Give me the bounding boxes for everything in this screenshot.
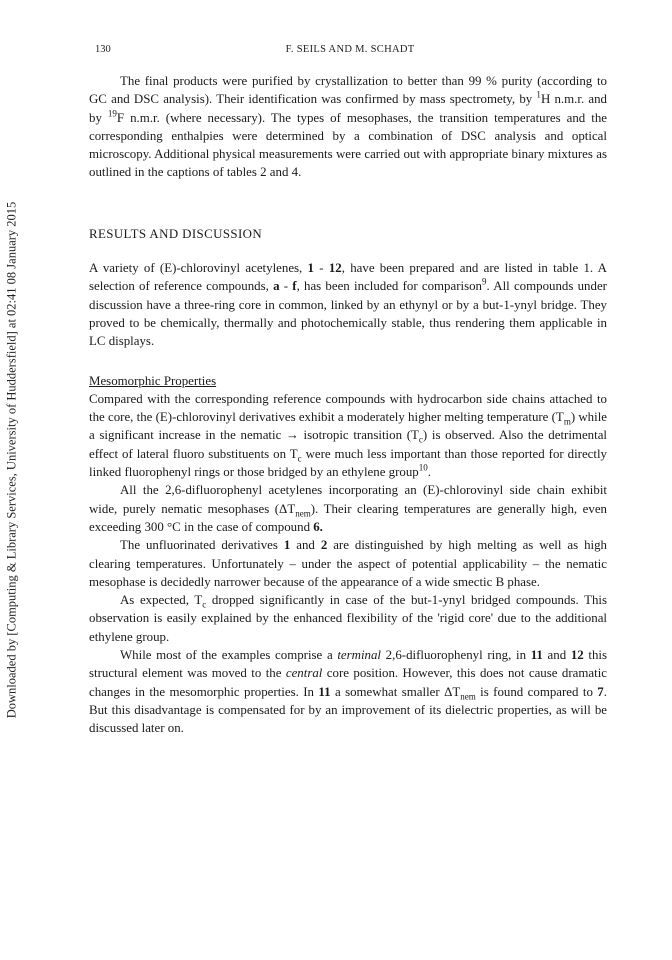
text-run: - bbox=[279, 279, 293, 294]
page-number: 130 bbox=[95, 44, 111, 55]
bold-run: a bbox=[273, 279, 280, 294]
paragraph-central-position bbox=[89, 646, 607, 737]
text-run: . All compounds under discussion have a three-ring core in common, linked by an ethynyl or by a but-1-ynyl bridge. They proved to be chemically, thermally and photochemically stable, thus rendering them applicable in LC displays. bbox=[89, 279, 607, 349]
bold-run: 11 bbox=[318, 684, 331, 699]
subscript: nem bbox=[295, 508, 311, 519]
text-run: ). Their clearing temperatures are generally high, even exceeding 300 °C in the case of compound bbox=[89, 501, 607, 534]
download-watermark-text: Downloaded by [Computing & Library Services, University of Huddersfield] at 02:41 08 January 2015 bbox=[4, 201, 19, 719]
text-run: As expected, T bbox=[120, 593, 203, 608]
text-run: and bbox=[542, 648, 571, 663]
paragraph-comparison bbox=[89, 390, 607, 481]
text-run: The final products were purified by crystallization to better than 99 % purity (according to GC and DSC analysis). Their identification was confirmed by mass spectromety, by bbox=[89, 74, 607, 107]
subscript: c bbox=[202, 599, 207, 610]
bold-run: 11 bbox=[530, 648, 543, 663]
text-run: , has been included for comparison bbox=[296, 279, 482, 294]
text-run: dropped significantly in case of the but-1-ynyl bridged compounds. This observation is easily explained by the enhanced flexibility of the 'rigid core' due to the additional ethylene group. bbox=[89, 593, 607, 644]
subscript: c bbox=[418, 435, 423, 446]
text-run: All the 2,6-difluorophenyl acetylenes incorporating an (E)-chlorovinyl side chain exhibit wide, purely nematic mesophases (ΔT bbox=[89, 483, 607, 516]
text-run: 2,6-difluorophenyl ring, in bbox=[381, 648, 531, 663]
text-run: and bbox=[290, 538, 321, 553]
subscript: c bbox=[297, 453, 302, 464]
paragraph-purification bbox=[89, 72, 607, 182]
download-watermark bbox=[0, 40, 24, 880]
text-run: Compared with the corresponding reference compounds with hydrocarbon side chains attached to the core, the (E)-chlorovinyl derivatives exhibit a moderately higher melting temperature (T bbox=[89, 391, 607, 425]
text-run: , have been prepared and are listed in table 1. A selection of reference compounds, bbox=[89, 261, 607, 294]
subscript: m bbox=[563, 416, 571, 427]
page-header bbox=[95, 44, 605, 60]
bold-run: f bbox=[292, 279, 297, 294]
text-run: . bbox=[427, 465, 431, 480]
text-run: A variety of (E)-chlorovinyl acetylenes, bbox=[89, 261, 308, 276]
superscript: 10 bbox=[418, 462, 428, 473]
superscript: 19 bbox=[107, 108, 117, 119]
bold-run: 7 bbox=[597, 684, 604, 699]
superscript: 1 bbox=[536, 90, 541, 100]
bold-run: 2 bbox=[320, 538, 328, 553]
paragraph-unfluorinated bbox=[89, 536, 607, 591]
bold-run: 6. bbox=[313, 519, 323, 534]
text-run: this structural element was moved to the bbox=[89, 648, 607, 681]
bold-run: 12 bbox=[570, 648, 584, 663]
text-run: are distinguished by high melting as well as high clearing temperatures. Unfortunately – under the aspect of potential applicability – the nematic mesophase is decidedly narrower because of the appearance of a wide smectic B phase. bbox=[89, 538, 607, 589]
text-run: were much less important than those reported for directly linked fluorophenyl rings or those bridged by an ethylene group bbox=[89, 446, 607, 480]
subheading-text: Mesomorphic Properties bbox=[89, 373, 217, 388]
text-run: H n.m.r. and by bbox=[89, 92, 607, 125]
paragraph-difluorophenyl bbox=[89, 481, 607, 536]
text-run: core position. However, this does not cause dramatic changes in the mesomorphic properties. In bbox=[89, 666, 607, 699]
article-body bbox=[89, 72, 607, 738]
italic-run: terminal bbox=[337, 648, 382, 663]
text-run: F n.m.r. (where necessary). The types of mesophases, the transition temperatures and the corresponding enthalpies were determined by a combination of DSC analysis and optical microscopy. Additional physical measurements were carried out with appropriate binary mixtures as outlined in the captions of tables 2 and 4. bbox=[89, 110, 607, 180]
text-run: ) while a significant increase in the nematic → isotropic transition (T bbox=[89, 410, 607, 443]
subscript: nem bbox=[460, 691, 476, 702]
bold-run: 1 bbox=[283, 538, 291, 553]
bold-run: 1 bbox=[307, 261, 314, 276]
text-run: The unfluorinated derivatives bbox=[120, 538, 284, 553]
text-run: - bbox=[314, 261, 329, 276]
superscript: 9 bbox=[482, 277, 487, 288]
running-head: F. SEILS AND M. SCHADT bbox=[285, 44, 415, 55]
text-run: While most of the examples comprise a bbox=[120, 648, 338, 663]
subheading bbox=[89, 372, 607, 390]
text-run: . But this disadvantage is compensated for by an improvement of its dielectric properties, as will be discussed later on. bbox=[89, 684, 607, 736]
paragraph-butynyl bbox=[89, 591, 607, 646]
bold-run: 12 bbox=[328, 261, 342, 276]
text-run: ) is observed. Also the detrimental effect of lateral fluoro substituents on T bbox=[89, 428, 607, 461]
text-run: a somewhat smaller ΔT bbox=[330, 684, 461, 699]
italic-run: central bbox=[285, 666, 323, 681]
text-run: is found compared to bbox=[475, 684, 598, 699]
paragraph-compounds bbox=[89, 259, 607, 350]
section-heading: RESULTS AND DISCUSSION bbox=[89, 226, 263, 241]
